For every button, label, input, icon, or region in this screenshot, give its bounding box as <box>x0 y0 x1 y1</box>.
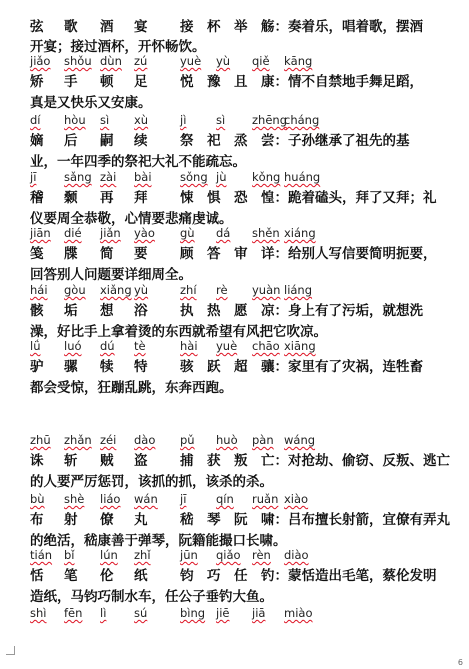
pinyin-syllable: zài <box>100 170 117 184</box>
pinyin-syllable: xiāng <box>284 339 316 353</box>
pinyin-syllable: yuè <box>216 339 238 353</box>
gloss-continuation: 的人要严厉惩罚，该抓的抓，该杀的杀。 <box>30 474 273 490</box>
pinyin-syllable: dùn <box>100 54 122 68</box>
gloss-continuation: 业，一年四季的祭祀大礼不能疏忘。 <box>30 154 246 170</box>
verse-and-gloss: 嵇 琴 阮 啸：吕布擅长射箭，宜僚有弄丸 <box>180 512 450 528</box>
pinyin-syllable: chāo <box>252 339 280 353</box>
hanzi-char: 足 <box>134 74 148 90</box>
hanzi-char: 歌 <box>64 19 78 35</box>
hanzi-char: 骸 <box>30 303 44 319</box>
pinyin-syllable: zhū <box>30 433 51 447</box>
pinyin-syllable: qiě <box>252 54 270 68</box>
hanzi-char: 丸 <box>134 512 148 528</box>
hanzi-char: 僚 <box>100 512 114 528</box>
pinyin-syllable: yào <box>134 226 155 240</box>
pinyin-syllable: rè <box>216 283 228 297</box>
pinyin-syllable: hái <box>30 283 48 297</box>
pinyin-syllable: dú <box>100 339 115 353</box>
gloss-continuation: 都会受惊，狂蹦乱跳，东奔西跑。 <box>30 380 233 396</box>
gloss-continuation: 开宴；接过酒杯，开怀畅饮。 <box>30 39 206 55</box>
pinyin-syllable: jiān <box>30 226 51 240</box>
hanzi-char: 矫 <box>30 74 44 90</box>
pinyin-syllable: sǒng <box>180 170 208 184</box>
pinyin-syllable: sú <box>134 606 148 620</box>
pinyin-syllable: dí <box>30 113 41 127</box>
pinyin-syllable: zhēng <box>252 113 287 127</box>
pinyin-syllable: sǎng <box>64 170 92 184</box>
pinyin-syllable: pǔ <box>180 433 195 447</box>
pinyin-syllable: tián <box>30 548 53 562</box>
pinyin-syllable: huò <box>216 433 238 447</box>
pinyin-syllable: dào <box>134 433 156 447</box>
pinyin-syllable: fēn <box>64 606 83 620</box>
pinyin-syllable: qín <box>216 492 234 506</box>
hanzi-char: 牒 <box>64 246 78 262</box>
pinyin-syllable: shěn <box>252 226 280 240</box>
hanzi-char: 布 <box>30 512 44 528</box>
pinyin-syllable: yuè <box>180 54 202 68</box>
pinyin-syllable: jī <box>180 492 187 506</box>
gloss-continuation: 回答别人问题要详细周全。 <box>30 267 192 283</box>
pinyin-syllable: wán <box>134 492 158 506</box>
hanzi-char: 骡 <box>64 359 78 375</box>
pinyin-syllable: gòu <box>64 283 86 297</box>
hanzi-char: 犊 <box>100 359 114 375</box>
pinyin-syllable: lún <box>100 548 118 562</box>
pinyin-syllable: jūn <box>180 548 198 562</box>
hanzi-char: 弦 <box>30 19 44 35</box>
hanzi-char: 稽 <box>30 190 44 206</box>
hanzi-char: 后 <box>64 133 78 149</box>
pinyin-syllable: xù <box>134 113 149 127</box>
hanzi-char: 斩 <box>64 453 78 469</box>
hanzi-char: 简 <box>100 246 114 262</box>
hanzi-char: 笺 <box>30 246 44 262</box>
pinyin-syllable: wáng <box>284 433 316 447</box>
verse-and-gloss: 捕 获 叛 亡：对抢劫、偷窃、反叛、逃亡 <box>180 453 450 469</box>
pinyin-syllable: jiā <box>252 606 266 620</box>
hanzi-char: 手 <box>64 74 78 90</box>
hanzi-char: 嗣 <box>100 133 114 149</box>
pinyin-syllable: bǐ <box>64 548 75 562</box>
hanzi-char: 特 <box>134 359 148 375</box>
hanzi-char: 驴 <box>30 359 44 375</box>
hanzi-char: 酒 <box>100 19 114 35</box>
hanzi-char: 笔 <box>64 568 78 584</box>
pinyin-syllable: bù <box>30 492 45 506</box>
hanzi-char: 续 <box>134 133 148 149</box>
pinyin-syllable: dá <box>216 226 231 240</box>
verse-and-gloss: 悦 豫 且 康：情不自禁地手舞足蹈， <box>180 74 423 90</box>
hanzi-char: 要 <box>134 246 148 262</box>
hanzi-char: 颡 <box>64 190 78 206</box>
pinyin-syllable: zhǎn <box>64 433 92 447</box>
pinyin-syllable: yuàn <box>252 283 281 297</box>
hanzi-char: 垢 <box>64 303 78 319</box>
pinyin-syllable: hài <box>180 339 198 353</box>
pinyin-syllable: zhǐ <box>134 548 151 562</box>
pinyin-syllable: jī <box>30 170 37 184</box>
pinyin-syllable: luó <box>64 339 82 353</box>
pinyin-syllable: xiǎng <box>100 283 132 297</box>
verse-and-gloss: 执 热 愿 凉：身上有了污垢，就想洗 <box>180 303 423 319</box>
verse-and-gloss: 接 杯 举 觞：奏着乐，唱着歌，摆酒 <box>180 19 423 35</box>
pinyin-syllable: jì <box>180 113 187 127</box>
verse-and-gloss: 钧 巧 任 钓：蒙恬造出毛笔，蔡伦发明 <box>180 568 437 584</box>
pinyin-syllable: liáng <box>284 283 313 297</box>
pinyin-syllable: hòu <box>64 113 86 127</box>
pinyin-syllable: pàn <box>252 433 274 447</box>
pinyin-syllable: zhí <box>180 283 197 297</box>
hanzi-char: 想 <box>100 303 114 319</box>
gloss-continuation: 澡，好比手上拿着烫的东西就希望有风把它吹凉。 <box>30 324 327 340</box>
pinyin-syllable: sì <box>100 113 110 127</box>
hanzi-char: 宴 <box>134 19 148 35</box>
pinyin-syllable: xiào <box>284 492 309 506</box>
pinyin-syllable: ruǎn <box>252 492 279 506</box>
verse-and-gloss: 骇 跃 超 骧：家里有了灾祸，连牲畜 <box>180 359 423 375</box>
pinyin-syllable: sì <box>216 113 226 127</box>
pinyin-syllable: diào <box>284 548 309 562</box>
hanzi-char: 再 <box>100 190 114 206</box>
hanzi-char: 伦 <box>100 568 114 584</box>
pinyin-syllable: bìng <box>180 606 206 620</box>
pinyin-syllable: jiē <box>216 606 230 620</box>
pinyin-syllable: lǘ <box>30 339 41 353</box>
pinyin-syllable: zú <box>134 54 148 68</box>
crop-mark <box>6 646 15 655</box>
pinyin-syllable: shè <box>64 492 85 506</box>
hanzi-char: 嫡 <box>30 133 44 149</box>
verse-and-gloss: 悚 惧 恐 惶：跪着磕头，拜了又拜；礼 <box>180 190 437 206</box>
pinyin-syllable: dié <box>64 226 82 240</box>
pinyin-syllable: gù <box>180 226 195 240</box>
pinyin-syllable: miào <box>284 606 313 620</box>
hanzi-char: 恬 <box>30 568 44 584</box>
hanzi-char: 纸 <box>134 568 148 584</box>
pinyin-syllable: zéi <box>100 433 117 447</box>
pinyin-syllable: yù <box>216 54 231 68</box>
hanzi-char: 贼 <box>100 453 114 469</box>
hanzi-char: 射 <box>64 512 78 528</box>
pinyin-syllable: kāng <box>284 54 313 68</box>
hanzi-char: 盗 <box>134 453 148 469</box>
pinyin-syllable: qiǎo <box>216 548 241 562</box>
pinyin-syllable: lì <box>100 606 107 620</box>
pinyin-syllable: rèn <box>252 548 271 562</box>
pinyin-syllable: yù <box>134 283 149 297</box>
pinyin-syllable: jiǎn <box>100 226 121 240</box>
verse-and-gloss: 顾 答 审 详：给别人写信要简明扼要， <box>180 246 437 262</box>
pinyin-syllable: kǒng <box>252 170 281 184</box>
page-number: 6 <box>457 658 463 667</box>
hanzi-char: 顿 <box>100 74 114 90</box>
verse-and-gloss: 祭 祀 烝 尝：子孙继承了祖先的基 <box>180 133 410 149</box>
pinyin-syllable: jiǎo <box>30 54 51 68</box>
pinyin-syllable: liáo <box>100 492 121 506</box>
pinyin-syllable: shì <box>30 606 47 620</box>
gloss-continuation: 的绝活，嵇康善于弹琴，阮籍能撮口长啸。 <box>30 533 287 549</box>
pinyin-syllable: jù <box>216 170 227 184</box>
pinyin-syllable: huáng <box>284 170 321 184</box>
hanzi-char: 诛 <box>30 453 44 469</box>
hanzi-char: 浴 <box>134 303 148 319</box>
pinyin-syllable: bài <box>134 170 152 184</box>
gloss-continuation: 真是又快乐又安康。 <box>30 95 152 111</box>
hanzi-char: 拜 <box>134 190 148 206</box>
pinyin-syllable: xiáng <box>284 226 316 240</box>
gloss-continuation: 造纸，马钧巧制水车，任公子垂钓大鱼。 <box>30 589 273 605</box>
pinyin-syllable: tè <box>134 339 146 353</box>
pinyin-syllable: cháng <box>284 113 320 127</box>
gloss-continuation: 仪要周全恭敬，心情要悲痛虔诚。 <box>30 211 233 227</box>
pinyin-syllable: shǒu <box>64 54 92 68</box>
